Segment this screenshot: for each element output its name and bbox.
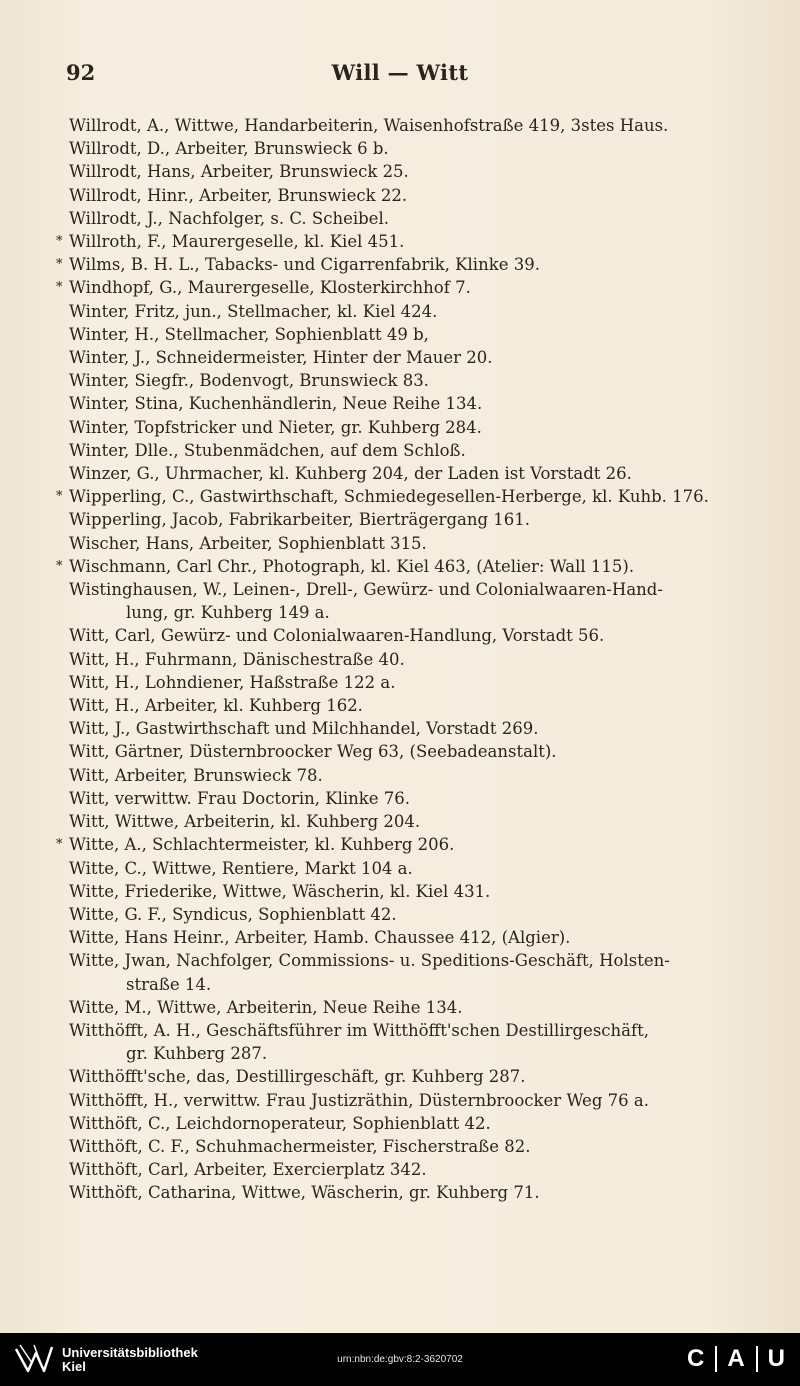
directory-entry <box>56 624 746 647</box>
directory-entry <box>56 160 746 183</box>
directory-entry <box>56 485 746 508</box>
directory-entry <box>56 810 746 833</box>
directory-entry <box>56 137 746 160</box>
entry-continuation: gr. Kuhberg 287. <box>126 1044 268 1064</box>
footer-bar <box>0 1333 800 1386</box>
entry-text: Willrodt, D., Arbeiter, Brunswieck 6 b. <box>69 139 389 159</box>
entry-text: Witt, Wittwe, Arbeiterin, kl. Kuhberg 204. <box>69 812 421 832</box>
directory-entry <box>56 276 746 299</box>
entry-text: Witte, Friederike, Wittwe, Wäscherin, kl. Kiel 431. <box>69 881 491 901</box>
directory-entry <box>56 1065 746 1088</box>
directory-entry <box>56 764 746 787</box>
entry-text: Wilms, B. H. L., Tabacks- und Cigarrenfabrik, Klinke 39. <box>69 255 540 275</box>
entry-text: Witte, A., Schlachtermeister, kl. Kuhberg 206. <box>69 835 455 855</box>
entry-text: Wischer, Hans, Arbeiter, Sophienblatt 315. <box>69 533 427 553</box>
directory-entry <box>56 740 746 763</box>
entry-text: Winter, Siegfr., Bodenvogt, Brunswieck 83. <box>69 371 429 391</box>
entry-text: Winter, Fritz, jun., Stellmacher, kl. Kiel 424. <box>69 301 438 321</box>
entry-text: Witthöfft'sche, das, Destillirgeschäft, gr. Kuhberg 287. <box>69 1067 526 1087</box>
directory-entry <box>56 508 746 531</box>
entry-marker: * <box>56 234 63 250</box>
entry-text: Witthöft, Catharina, Wittwe, Wäscherin, gr. Kuhberg 71. <box>69 1183 540 1203</box>
entry-text: Witthöfft, A. H., Geschäftsführer im Witthöfft'schen Destillirgeschäft, <box>69 1020 649 1040</box>
entry-text: Winter, Topfstricker und Nieter, gr. Kuhberg 284. <box>69 417 482 437</box>
directory-entry <box>56 369 746 392</box>
entry-text: Witt, H., Fuhrmann, Dänischestraße 40. <box>69 649 405 669</box>
directory-entry <box>56 787 746 810</box>
entry-text: Witthöft, C., Leichdornoperateur, Sophienblatt 42. <box>69 1113 491 1133</box>
entry-text: Witt, Carl, Gewürz- und Colonialwaaren-Handlung, Vorstadt 56. <box>69 626 605 646</box>
library-name-line2: Kiel <box>62 1359 86 1374</box>
directory-entry <box>56 1181 746 1204</box>
entry-text: Witthöft, C. F., Schuhmachermeister, Fischerstraße 82. <box>69 1136 531 1156</box>
entry-continuation: lung, gr. Kuhberg 149 a. <box>126 603 330 623</box>
entry-text: Willrodt, Hans, Arbeiter, Brunswieck 25. <box>69 162 409 182</box>
entry-text: Witte, M., Wittwe, Arbeiterin, Neue Reihe 134. <box>69 997 463 1017</box>
entry-text: Witt, H., Arbeiter, kl. Kuhberg 162. <box>69 696 363 716</box>
directory-entry <box>56 926 746 949</box>
entry-text: Willrodt, A., Wittwe, Handarbeiterin, Waisenhofstraße 419, 3stes Haus. <box>69 116 669 135</box>
directory-entry <box>56 717 746 740</box>
directory-entry <box>56 207 746 230</box>
directory-entry <box>56 462 746 485</box>
directory-entry <box>56 694 746 717</box>
urn-identifier: urn:nbn:de:gbv:8:2-3620702 <box>337 1354 463 1365</box>
entry-marker: * <box>56 257 63 273</box>
directory-entry <box>56 416 746 439</box>
directory-entry <box>56 114 746 137</box>
cau-logo <box>687 1345 786 1373</box>
directory-entry <box>56 833 746 856</box>
entry-text: Wistinghausen, W., Leinen-, Drell-, Gewürz- und Colonialwaaren-Hand- <box>69 580 663 600</box>
directory-entry <box>56 857 746 880</box>
cau-letter-a: A <box>727 1345 746 1372</box>
directory-entry <box>56 323 746 346</box>
directory-entry <box>56 1135 746 1158</box>
entry-text: Witthöft, Carl, Arbeiter, Exercierplatz 342. <box>69 1160 427 1180</box>
entry-text: Wipperling, Jacob, Fabrikarbeiter, Bierträgergang 161. <box>69 510 531 530</box>
entry-marker: * <box>56 837 63 853</box>
directory-entry <box>56 648 746 671</box>
cau-divider <box>756 1346 758 1372</box>
entry-text: Windhopf, G., Maurergeselle, Klosterkirchhof 7. <box>69 278 471 298</box>
entry-marker: * <box>56 280 63 296</box>
running-head: Will — Witt <box>331 60 469 85</box>
page-header <box>66 60 734 94</box>
entry-text: Winter, Dlle., Stubenmädchen, auf dem Schloß. <box>69 440 466 460</box>
directory-entry <box>56 300 746 323</box>
directory-entry <box>56 1158 746 1181</box>
entry-text: Witt, Gärtner, Düsternbroocker Weg 63, (Seebadeanstalt). <box>69 742 557 762</box>
directory-entry <box>56 346 746 369</box>
entry-marker: * <box>56 489 63 505</box>
entry-text: Witt, J., Gastwirthschaft und Milchhandel, Vorstadt 269. <box>69 719 539 739</box>
directory-entry <box>56 671 746 694</box>
cau-letter-c: C <box>686 1345 706 1372</box>
cau-letter-u: U <box>767 1345 786 1372</box>
entry-text: Witt, verwittw. Frau Doctorin, Klinke 76. <box>69 788 411 808</box>
directory-entry <box>56 1089 746 1112</box>
directory-entry <box>56 532 746 555</box>
entry-text: Wipperling, C., Gastwirthschaft, Schmiedegesellen-Herberge, kl. Kuhb. 176. <box>69 487 709 507</box>
directory-entry <box>56 184 746 207</box>
directory-entry <box>56 903 746 926</box>
entry-text: Wischmann, Carl Chr., Photograph, kl. Kiel 463, (Atelier: Wall 115). <box>69 556 635 576</box>
entry-text: Witthöfft, H., verwittw. Frau Justizräthin, Düsternbroocker Weg 76 a. <box>69 1090 649 1110</box>
entry-text: Winzer, G., Uhrmacher, kl. Kuhberg 204, der Laden ist Vorstadt 26. <box>69 464 632 484</box>
entry-text: Witte, C., Wittwe, Rentiere, Markt 104 a. <box>69 858 413 878</box>
entry-text: Winter, H., Stellmacher, Sophienblatt 49 b, <box>69 324 429 344</box>
entry-text: Willrodt, J., Nachfolger, s. C. Scheibel. <box>69 208 389 228</box>
library-name-line1: Universitätsbibliothek <box>62 1345 198 1360</box>
directory-entry <box>56 1112 746 1135</box>
directory-entry <box>56 230 746 253</box>
directory-entry <box>56 880 746 903</box>
entry-text: Witte, Hans Heinr., Arbeiter, Hamb. Chaussee 412, (Algier). <box>69 928 571 948</box>
directory-entry <box>56 392 746 415</box>
cau-divider <box>715 1346 717 1372</box>
directory-entries <box>56 114 746 1205</box>
directory-entry <box>56 996 746 1019</box>
entry-text: Witt, H., Lohndiener, Haßstraße 122 a. <box>69 672 396 692</box>
directory-entry <box>56 949 746 995</box>
entry-continuation: straße 14. <box>126 974 212 994</box>
page-number: 92 <box>66 60 96 85</box>
entry-text: Willrodt, Hinr., Arbeiter, Brunswieck 22. <box>69 185 408 205</box>
entry-text: Winter, J., Schneidermeister, Hinter der Mauer 20. <box>69 348 493 368</box>
entry-marker: * <box>56 558 63 574</box>
entry-text: Willroth, F., Maurergeselle, kl. Kiel 451. <box>69 232 405 252</box>
directory-entry <box>56 253 746 276</box>
entry-text: Witt, Arbeiter, Brunswieck 78. <box>69 765 323 785</box>
entry-text: Winter, Stina, Kuchenhändlerin, Neue Reihe 134. <box>69 394 483 414</box>
entry-text: Witte, G. F., Syndicus, Sophienblatt 42. <box>69 904 397 924</box>
entry-text: Witte, Jwan, Nachfolger, Commissions- u. Speditions-Geschäft, Holsten- <box>69 951 670 971</box>
directory-entry <box>56 578 746 624</box>
directory-entry <box>56 555 746 578</box>
directory-entry <box>56 439 746 462</box>
directory-entry <box>56 1019 746 1065</box>
